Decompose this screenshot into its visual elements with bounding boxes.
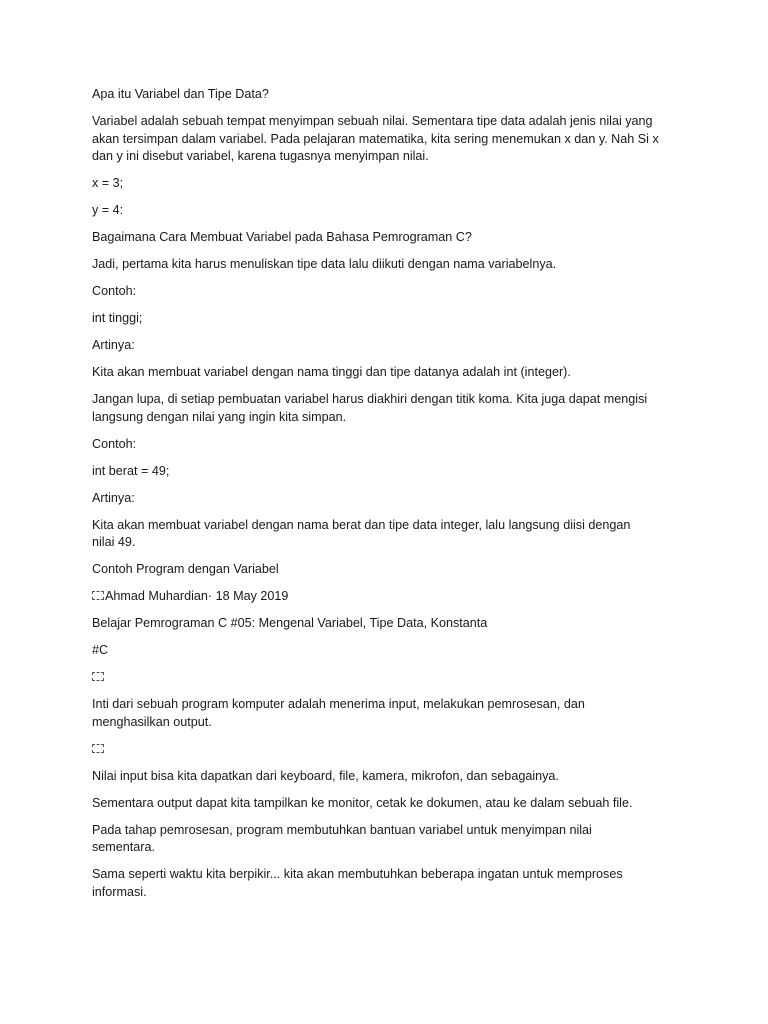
paragraph [92,561,682,579]
text-content: #C [92,643,109,657]
paragraph [92,113,682,166]
text-line [92,436,682,454]
text-content: int tinggi; [92,311,143,325]
text-content: y = 4: [92,203,124,217]
text-line [92,148,682,166]
text-line [92,642,682,660]
paragraph [92,463,682,481]
paragraph [92,337,682,355]
paragraph [92,615,682,633]
paragraph [92,256,682,274]
paragraph [92,229,682,247]
text-content: Belajar Pemrograman C #05: Mengenal Variabel, Tipe Data, Konstanta [92,616,488,630]
text-line [92,310,682,328]
text-line [92,175,682,193]
text-line [92,714,682,732]
text-line [92,463,682,481]
text-line [92,337,682,355]
text-content: Nilai input bisa kita dapatkan dari keyboard, file, kamera, mikrofon, dan sebagainya. [92,768,559,783]
text-content: Pada tahap pemrosesan, program membutuhkan bantuan variabel untuk menyimpan nilai [92,822,592,837]
paragraph [92,490,682,508]
missing-image-icon [92,672,104,681]
document-page [92,86,682,911]
text-line [92,113,682,131]
text-content: akan tersimpan dalam variabel. Pada pelajaran matematika, kita sering menemukan x dan y. Nah Si x [92,131,659,146]
paragraph [92,588,682,606]
paragraph [92,768,682,786]
text-content: informasi. [92,884,147,899]
text-content: sementara. [92,840,155,854]
text-line [92,615,682,633]
text-content: menghasilkan output. [92,714,212,729]
text-content: langsung dengan nilai yang ingin kita simpan. [92,409,347,424]
text-content: Artinya: [92,490,135,505]
text-content: Kita akan membuat variabel dengan nama tinggi dan tipe datanya adalah int (integer). [92,365,571,379]
paragraph [92,86,682,104]
text-line [92,202,682,220]
text-line [92,409,682,427]
text-content: Apa itu Variabel dan Tipe Data? [92,87,269,101]
text-line [92,884,682,902]
paragraph [92,642,682,660]
text-line [92,669,682,687]
text-line [92,696,682,714]
missing-image-icon [92,591,104,600]
text-line [92,490,682,508]
text-content: Jangan lupa, di setiap pembuatan variabel harus diakhiri dengan titik koma. Kita juga dapat mengisi [92,392,648,406]
text-line [92,534,682,552]
paragraph [92,175,682,193]
text-line [92,822,682,840]
paragraph [92,696,682,731]
text-content: Kita akan membuat variabel dengan nama berat dan tipe data integer, lalu langsung diisi dengan [92,517,631,532]
paragraph [92,391,682,426]
text-line [92,741,682,759]
text-line [92,517,682,535]
paragraph [92,283,682,301]
text-line [92,561,682,579]
text-content: Contoh Program dengan Variabel [92,562,279,576]
text-content: Variabel adalah sebuah tempat menyimpan sebuah nilai. Sementara tipe data adalah jenis nilai yang [92,114,653,128]
text-content: dan y ini disebut variabel, karena tugasnya menyimpan nilai. [92,149,429,163]
text-content: nilai 49. [92,535,136,549]
text-line [92,86,682,104]
text-content: Artinya: [92,338,135,352]
text-line [92,229,682,247]
text-line [92,866,682,884]
text-line [92,283,682,301]
text-content: Bagaimana Cara Membuat Variabel pada Bahasa Pemrograman C? [92,230,472,244]
paragraph [92,822,682,857]
text-line [92,256,682,274]
text-line [92,839,682,857]
text-content: Contoh: [92,436,137,451]
text-line [92,795,682,813]
text-content: Ahmad Muhardian· 18 May 2019 [105,589,289,603]
text-line [92,588,682,606]
text-line [92,391,682,409]
paragraph [92,364,682,382]
text-content: Inti dari sebuah program komputer adalah menerima input, melakukan pemrosesan, dan [92,697,585,711]
text-content: int berat = 49; [92,463,170,478]
text-line [92,131,682,149]
text-content: Sementara output dapat kita tampilkan ke monitor, cetak ke dokumen, atau ke dalam sebuah file. [92,795,633,810]
paragraph [92,310,682,328]
text-line [92,364,682,382]
paragraph [92,795,682,813]
paragraph [92,517,682,552]
text-content: Sama seperti waktu kita berpikir... kita akan membutuhkan beberapa ingatan untuk memproses [92,867,623,881]
paragraph [92,866,682,901]
text-content: Contoh: [92,284,137,298]
paragraph [92,741,682,759]
text-line [92,768,682,786]
text-content: Jadi, pertama kita harus menuliskan tipe data lalu diikuti dengan nama variabelnya. [92,257,557,271]
paragraph [92,669,682,687]
text-content: x = 3; [92,176,124,190]
missing-image-icon [92,744,104,753]
paragraph [92,202,682,220]
paragraph [92,436,682,454]
